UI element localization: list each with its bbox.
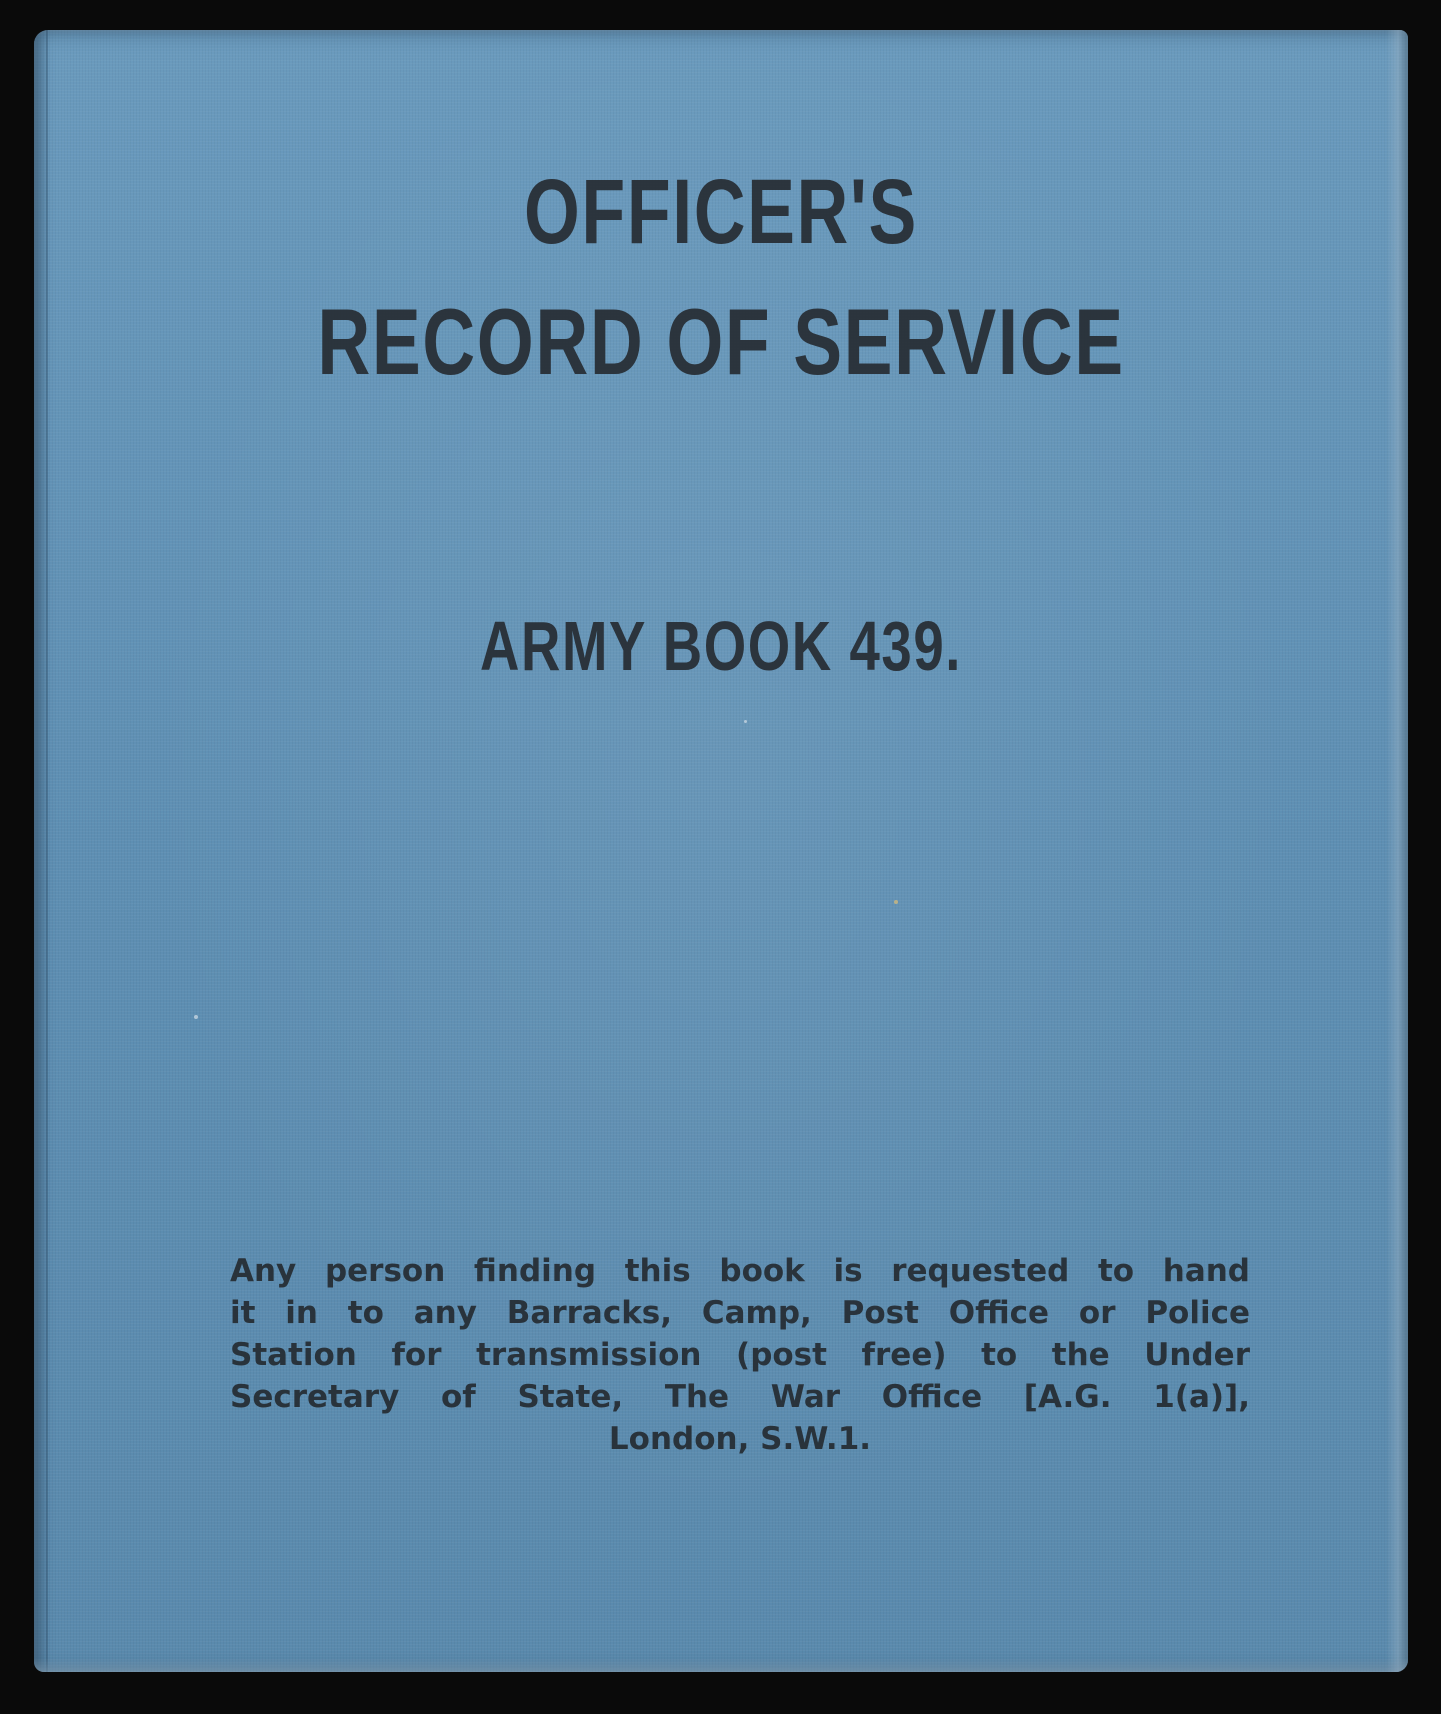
cover-title-line-2: RECORD OF SERVICE: [317, 289, 1125, 394]
cloth-speck: [744, 720, 747, 723]
cover-right-edge: [1386, 30, 1408, 1672]
cover-title-line-1: OFFICER'S: [524, 161, 918, 263]
cover-bottom-edge: [34, 1658, 1408, 1672]
cloth-speck: [894, 900, 898, 904]
return-notice: [230, 1250, 1250, 1460]
book-cover: [34, 30, 1408, 1672]
notice-line: London, S.W.1.: [608, 1421, 872, 1457]
notice-line: it in to any Barracks, Camp, Post Office or Police: [230, 1295, 1250, 1331]
spine-crease: [46, 30, 48, 1672]
cloth-speck: [194, 1015, 198, 1019]
notice-line: Secretary of State, The War Office [A.G. 1(a)],: [230, 1379, 1250, 1415]
notice-line: Any person finding this book is requested to hand: [230, 1253, 1250, 1289]
book-number: ARMY BOOK 439.: [479, 607, 963, 685]
notice-line: Station for transmission (post free) to the Under: [230, 1337, 1250, 1373]
